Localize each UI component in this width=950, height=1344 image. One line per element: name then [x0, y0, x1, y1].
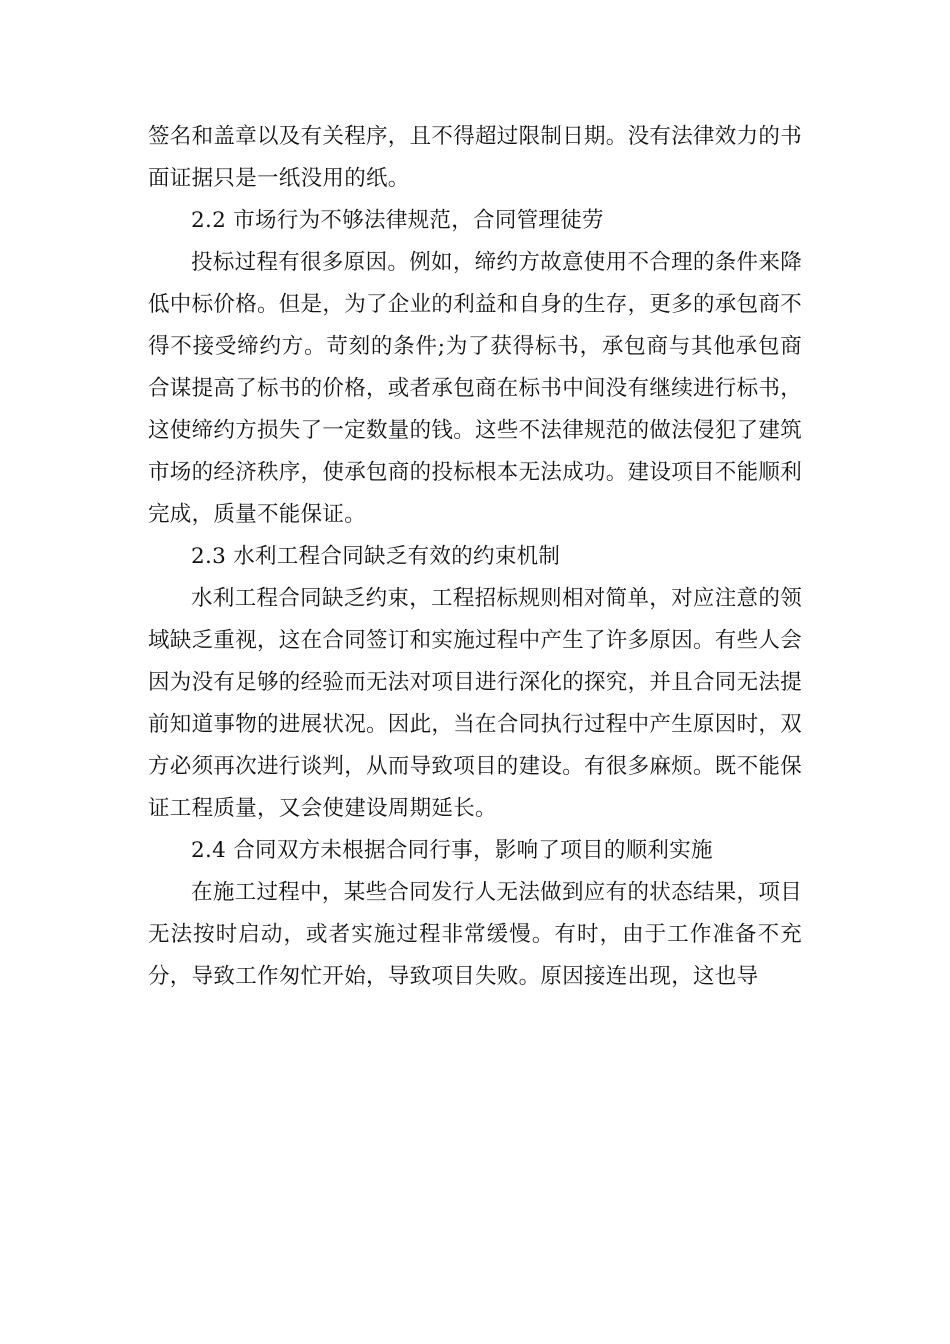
paragraph-section-2-3: 水利工程合同缺乏约束，工程招标规则相对简单，对应注意的领域缺乏重视，这在合同签订和实施过程中产生了许多原因。有些人会因为没有足够的经验而无法对项目进行深化的探究，并且合同无法提前知道事物的进展状况。因此，当在合同执行过程中产生原因时，双方必须再次进行谈判，从而导致项目的建设。有很多麻烦。既不能保证工程质量，又会使建设周期延长。 [148, 586, 803, 821]
document-body [148, 116, 802, 998]
section-heading-2-3: 2.3 水利工程合同缺乏有效的约束机制 [191, 544, 561, 569]
section-heading-2-4: 2.4 合同双方未根据合同行事，影响了项目的顺利实施 [191, 838, 713, 863]
paragraph-section-2-4: 在施工过程中，某些合同发行人无法做到应有的状态结果，项目无法按时启动，或者实施过程非常缓慢。有时，由于工作准备不充分，导致工作匆忙开始，导致项目失败。原因接连出现，这也导 [148, 880, 802, 989]
paragraph-section-2-2: 投标过程有很多原因。例如，缔约方故意使用不合理的条件来降低中标价格。但是，为了企业的利益和自身的生存，更多的承包商不得不接受缔约方。苛刻的条件;为了获得标书，承包商与其他承包商合谋提高了标书的价格，或者承包商在标书中间没有继续进行标书，这使缔约方损失了一定数量的钱。这些不法律规范的做法侵犯了建筑市场的经济秩序，使承包商的投标根本无法成功。建设项目不能顺利完成，质量不能保证。 [148, 250, 803, 527]
section-heading-2-2: 2.2 市场行为不够法律规范，合同管理徒劳 [191, 208, 604, 233]
paragraph-continuation: 签名和盖章以及有关程序，且不得超过限制日期。没有法律效力的书面证据只是一纸没用的纸。 [148, 124, 803, 191]
